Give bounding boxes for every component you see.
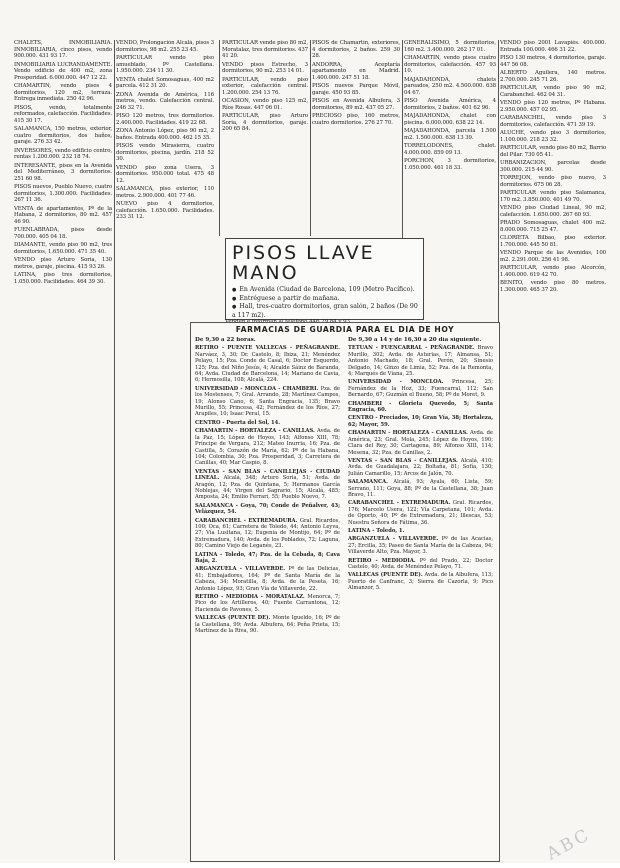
column-rule [114,40,115,860]
classified-ad: INVERSORES, vendo edificio centro, rentas 1.200.000. 232 18 74. [14,147,112,160]
district-addresses: Gral. Ricardos, 176; Marcelo Usera, 122; Vía Carpetana, 101; Avda. de Oporto, 40; Pº de Extremadura, 21; Illescas, 53; Nuestra Señora de Fátima, 36. [348,500,493,526]
district-addresses: Pza. de los Mostenses, 7; Gral. Arrando, 28; Martínez Campos, 19; Alonso Cano, 6; Santa Engracia, 135; Bravo Murillo, 55; Princesa, 42; Fernández de los Ríos, 27; Arapiles, 10; Isaac Peral, 15. [195,385,340,418]
pharmacy-district-entry [195,386,340,418]
classified-ad: PARTICULAR vendo piso amueblado, Pº Castellana. 1.950.000. 234 11 30. [116,55,214,74]
classified-ad: PISOS de Chamartín, exteriores, 4 dormitorios, 2 baños. 259 30 28. [312,40,400,59]
classified-ad: FUENLABRADA, pisos desde 700.000. 405 04 18. [14,227,112,240]
classified-ad: PARTICULAR, piso Arturo Soria, 4 dormitorios, garaje. 200 65 84. [222,113,308,132]
district-addresses: Pº de las Acacias, 27; Ercilla, 35; Paseo de Santa María de la Cabeza, 94; Villaverde Alto, Pza. Mayor, 3. [348,536,493,556]
classified-ad: VENDO Parque de las Avenidas, 100 m2. 2.291.000. 256 41 98. [500,250,606,263]
classified-ad: PARTICULAR vende piso 80 m2, Moratalaz, tres dormitorios. 437 41 20. [222,40,308,59]
classified-ad: DIAMANTE, vendo piso 90 m2, tres dormitorios, 1.650.000. 471 35 40. [14,242,112,255]
pharmacy-district-entry [348,458,493,477]
classified-ad: PISOS vendo Mirasierra, cuatro dormitorios, piscina, jardín. 218 52 30. [116,143,214,162]
classified-ad: PARTICULAR, vendo piso 90 m2, Carabanchel. 462 04 31. [500,85,606,98]
classified-ad: PARTICULAR, vendo piso Alcorcón, 1.400.000. 619 42 70. [500,265,606,278]
district-name: RETIRO - MEDIODIA. [348,557,420,564]
district-name: CARABANCHEL - EXTREMADURA. [348,500,453,507]
classified-ad: SALAMANCA, 150 metros, exterior, cuatro dormitorios, dos baños, garaje. 276 33 42. [14,126,112,145]
ad-bullet-list [226,286,423,320]
pharmacy-district-entry [195,518,340,550]
classified-ad: PARTICULAR vendo piso Salamanca, 170 m2. 3.850.000. 401 49 70. [500,190,606,203]
classified-ad: URBANIZACION, parcelas desde 300.000. 215 44 90. [500,160,606,173]
district-addresses: Alcalá, 410; Avda. de Guadalajara, 22; Boltaña, 81; Sofía, 130; Julián Camarillo, 15; Arcos de Jalón, 70. [348,457,493,477]
pharmacy-district-entry [348,401,493,414]
pharmacy-district-entry [348,558,493,571]
pisos-llave-mano-ad [225,238,424,320]
classified-ad: GENERALISIMO, 5 dormitorios, 160 m2. 3.400.000. 262 17 01. [404,40,496,53]
pharmacy-district-entry [348,479,493,498]
pharmacy-district-entry [195,345,340,383]
classified-ad: MAJADAHONDA, chalets pareados, 250 m2. 4.500.000. 638 04 67. [404,76,496,96]
column-rule [310,40,311,236]
pharmacy-district-entry [348,345,493,377]
ad-title: PISOS LLAVE MANO [232,242,375,284]
district-name: UNIVERSIDAD - MONCLOA - CHAMBERI. [195,385,321,392]
district-addresses: Avda. de la Paz, 15; López de Hoyos, 143; Alfonso XIII, 78; Príncipe de Vergara, 212; Mateo Inurria, 16; Pza. de Castilla, 5; Corazón de María, 62; Pº de la Habana, 104; Colombia, 30; Pza. Prosperidad, 3; Carretera de Canillas, 40; Mar Caspio, 8. [195,428,340,467]
pharmacy-district-entry [195,503,340,516]
district-name: VENTAS - SAN BLAS - CANILLEJAS. [348,457,461,464]
pharmacy-district-entry [195,552,340,565]
classified-ad: ALUCHE, vendo piso 3 dormitorios, 1.100.000. 218 23 32. [500,130,606,143]
classified-ad: PRADO Somosaguas, chalet 400 m2. 8.000.000. 715 25 47. [500,220,606,233]
classified-ad: VENDO piso zona Usera, 3 dormitorios. 950.000 total. 475 48 12. [116,164,214,184]
district-name: ARGANZUELA - VILLAVERDE. [348,536,442,543]
classified-ad: VENDO pisos Estrecho, 3 dormitorios, 90 m2. 253 14 01. [222,61,308,74]
district-name: LATINA - Toledo, 47; Pza. de la Cebada, 8; Cava Baja, 2. [195,551,340,564]
district-name: SALAMANCA - Goya, 70; Conde de Peñalver, 43; Velázquez, 54. [195,502,340,516]
classified-ad: PARTICULAR, vendo piso 80 m2, Barrio del Pilar. 730 05 41. [500,145,606,158]
classified-column-1 [14,40,112,860]
classified-column-4 [312,40,400,236]
district-name: VALLECAS (PUENTE DE). [348,572,425,579]
classified-ad: SALAMANCA, piso exterior, 110 metros. 2.900.000. 401 77 46. [116,186,214,199]
district-name: TETUAN - FUENCARRAL - PEÑAGRANDE. [348,345,478,352]
district-addresses: Princesa, 25; Fernández de la Hoz, 33; Fuencarral, 112; San Bernardo, 67; Guzmán el Bueno, 58; Pº de Moret, 9. [348,379,493,399]
classified-ad: LATINA, piso tres dormitorios, 1.050.000. Facilidades. 464 39 30. [14,272,112,285]
pharmacy-right-column [348,337,493,857]
district-addresses: Alcalá, 93; Ayala, 60; Lista, 59; Serrano, 111; Goya, 88; Pº de la Castellana, 38; Juan Bravo, 11. [348,479,493,498]
pharmacy-district-entry [195,615,340,634]
abc-watermark: ABC [543,824,595,865]
classified-ad: OCASION, vendo piso 125 m2, Ríos Rosas. 447 06 01. [222,98,308,111]
classified-ad: NUEVO piso 4 dormitorios, calefacción. 1.650.000. Facilidades. 233 31 12. [116,201,214,220]
pharmacy-district-entry [348,500,493,526]
pharmacy-district-entry [195,420,340,426]
pharmacy-district-entry [348,430,493,456]
pharmacy-left-intro: De 9,30 a 22 horas. [195,337,256,343]
district-name: VENTAS - SAN BLAS - CANILLEJAS - CIUDAD LINEAL. [195,468,340,482]
classified-column-2 [116,40,214,236]
classified-ad: INMOBILIARIA LUCRANDAMENTE. Vendo edificio de 400 m2, zona Prosperidad. 6.000.000. 447 12 22. [14,61,112,81]
classified-ad: ZONA Antonio López, piso 90 m2, 2 baños. Entrada 400.000. 462 15 35. [116,128,214,141]
classified-ad: PISO 120 metros, tres dormitorios. 2.400.000. Facilidades. 419 22 68. [116,113,214,126]
classified-ad: MAJADAHONDA, chalet con piscina. 6.000.000. 638 22 14. [404,113,496,126]
pharmacy-box [190,322,500,862]
pharmacy-district-entry [195,594,340,613]
classified-ad: MAJADAHONDA, parcela 1.500 m2. 1.500.000. 638 13 39. [404,128,496,141]
column-rule [402,40,403,238]
column-rule [219,40,220,236]
classified-ad: CHAMARTIN, vendo pisos 4 dormitorios, 120 m2, terraza. Entrega inmediata. 250 42 96. [14,83,112,102]
classified-ad: VENDO piso 2001 Lavapiés. 400.000. Entrada 100.000. 466 31 22. [500,40,606,53]
classified-ad: CHALETS, INMOBILIARIA. INMOBILIARIA, cinco pisos, vendo 900.000. 431 93 17. [14,40,112,59]
classified-ad: VENTA chalet Somosaguas, 400 m2 parcela. 412 31 20. [116,76,214,89]
pharmacy-district-entry [195,469,340,501]
district-name: UNIVERSIDAD - MONCLOA. [348,379,452,386]
district-addresses: Menorca, 7; Pico de los Artilleros, 40; Fuente Carrantona, 12; Hacienda de Pavones, 5. [195,594,340,613]
district-name: CENTRO - Puerta del Sol, 14. [195,419,281,426]
district-name: CHAMBERI - Glorieta Quevedo, 5; Santa Engracia, 60. [348,400,493,414]
district-name: VALLECAS (PUENTE DE). [195,615,273,622]
classified-ad: VENDO, Prolongación Alcalá, pisos 3 dormitorios, 98 m2. 255 23 45. [116,40,214,53]
district-name: CARABANCHEL - EXTREMADURA. [195,517,300,524]
classified-ad: VENDO piso Arturo Soria, 130 metros, garaje, piscina. 415 93 26. [14,257,112,270]
classified-ad: BENITO, vendo piso 80 metros. 1.300.000. 465 37 20. [500,280,606,293]
pharmacy-right-intro: De 9,30 a 14 y de 16,30 a 20 día siguiente. [348,337,482,343]
classified-ad: VENDO piso Ciudad Lineal, 90 m2, calefacción. 1.650.000. 267 60 93. [500,205,606,218]
district-name: SALAMANCA. [348,479,394,486]
district-addresses: Gral. Ricardos, 100; Oca, 61; Carretera de Toledo, 44; Antonio Leyva, 27; Vía Lusitana, 12; Eugenia de Montijo, 64; Pº de Extremadura, 140; Avda. de los Poblados, 72; Laguna, 80; Camino Viejo de Leganés, 23. [195,517,340,550]
district-name: LATINA - Toledo, 1. [348,527,405,534]
classified-ad: ZONA Avenida de América, 116 metros, vendo. Calefacción central. 246 32 71. [116,91,214,111]
district-name: ARGANZUELA - VILLAVERDE. [195,566,289,573]
classified-ad: PISOS nuevos, Pueblo Nuevo, cuatro dormitorios, 1.300.000. Facilidades. 267 11 36. [14,184,112,203]
classified-ad: CHAMARTIN, vendo pisos cuatro dormitorios, calefacción. 457 93 10. [404,55,496,74]
classified-ad: CLORIETA Bilbao, piso exterior. 1.700.000. 445 50 81. [500,235,606,248]
pharmacy-district-entry [348,572,493,591]
district-name: CHAMARTIN - HORTALEZA - CANILLAS. [195,428,318,435]
classified-ad: PARTICULAR, vendo piso exterior, calefacción central. 1.200.000. 254 13 76. [222,76,308,96]
classified-ad: PORCHON, 3 dormitorios, 1.050.000. 461 18 33. [404,158,496,171]
district-name: RETIRO - PUENTE VALLECAS - PEÑAGRANDE. [195,345,340,352]
pharmacy-district-entry [195,566,340,592]
pharmacy-title: FARMACIAS DE GUARDIA PARA EL DIA DE HOY [235,325,455,334]
classified-column-6 [500,40,606,860]
classified-ad: PRECIOSO piso, 160 metros, cuatro dormitorios. 276 27 70. [312,113,400,126]
district-addresses: Avda. de América, 23; Gral. Mola, 245; López de Hoyos, 190; Clara del Rey, 30; Cartagena, 89; Alfonso XIII, 114; Mesena, 32; Pza. de Canillas, 2. [348,430,493,456]
district-addresses: Avda. de la Albufera, 113; Puerto de Canfranc, 3; Sierra de Cazorla, 9; Pico Almanzor, 5. [348,572,493,592]
classified-ad: ANDORRA, Aceptaría apartamento en Madrid. 1.400.000. 247 51 18. [312,61,400,81]
classified-ad: PISOS, vendo, totalmente reformados, calefacción. Facilidades. 415 30 17. [14,104,112,124]
pharmacy-district-entry [348,528,493,534]
classified-ad: PISO 130 metros, 4 dormitorios, garaje. 447 56 08. [500,55,606,68]
classified-ad: CARABANCHEL, vendo piso 3 dormitorios, calefacción. 471 39 19. [500,115,606,128]
ad-bullet: ● En Avenida (Ciudad de Barcelona, 109 (Metro Pacífico). [232,286,423,295]
classified-ad: PISO Avenida América, 4 dormitorios, 2 baños. 401 62 96. [404,98,496,111]
pharmacy-district-entry [195,428,340,466]
pharmacy-left-column [195,337,340,857]
district-addresses: Pº de las Delicias, 41; Embajadores, 164; Pº de Santa María de la Cabeza, 34; Moratilla, 8; Avda. de la Peseta, 16; Antonio López, 93; Gran Vía de Villaverde, 22. [195,566,340,592]
classified-ad: TORRELODONES, chalet. 4.000.000. 859 09 13. [404,143,496,156]
district-name: CENTRO - Preciados, 10; Gran Vía, 38; Hortaleza, 62; Mayor, 59. [348,415,493,428]
classified-ad: PISOS nuevos Parque Móvil, garaje. 450 93 85. [312,83,400,96]
district-addresses: Monte Igueldo, 16; Pº de la Castellana, 99; Avda. Albufera, 64; Peña Prieta, 15; Martínez de la Riva, 90. [195,615,340,635]
classified-ad: VENTA de apartamentos, Pº de la Habana, 2 dormitorios, 80 m2. 457 46 90. [14,205,112,225]
district-addresses: Pº del Prado, 22; Doctor Castelo, 40; Avda. de Menéndez Pelayo, 71. [348,557,493,570]
district-addresses: Bravo Murillo, 302; Avda. de Asturias, 17; Almansa, 51; Antonio Machado, 18; Gral. Perón, 20; Sinesio Delgado, 14; Ginzo de Limia, 52; Pza. de la Remonta, 4; Marqués de Viana, 25. [348,345,493,378]
classified-ad: ALBERTO Aguilera, 140 metros. 2.700.000. 245 71 26. [500,70,606,83]
pharmacy-district-entry [348,415,493,428]
classified-column-3 [222,40,308,236]
district-addresses: Alcalá, 348; Arturo Soria, 51; Avda. de Aragón, 12; Pza. de Quintana, 5; Hermanos García Noblejas, 44; Virgen del Sagrario, 15; Alcalá, 485; Amposta, 24; Emilio Ferrari, 55; Pueblo Nuevo, 7. [195,475,340,501]
district-name: RETIRO - MEDIODIA - MORATALAZ. [195,594,308,601]
pharmacy-district-entry [348,536,493,555]
district-name: CHAMARTIN - HORTALEZA - CANILLAS. [348,430,471,437]
classified-ad: TORREJON, vendo piso nuevo, 3 dormitorios. 675 06 28. [500,175,606,188]
classified-ad: INTERESANTE, pisos en la Avenida del Mediterráneo, 3 dormitorios. 251 60 98. [14,162,112,182]
pharmacy-district-entry [348,379,493,398]
ad-bullet: ● Hall, tres-cuatro dormitorios, gran salón, 2 baños (De 90 a 117 m2). [232,303,423,319]
classified-ad: VENDO piso 120 metros, Pº Habana. 2.950.000. 457 02 95. [500,100,606,113]
district-addresses: Narváez, 3, 30; Dr. Castelo, 8; Ibiza, 21; Menéndez Pelayo, 15; Pza. Conde de Casal, 6; Doctor Esquerdo, 125; Pza. del Niño Jesús, 4; Alcalde Sáinz de Baranda, 64; Avda. Ciudad de Barcelona, 14; Mariano de Cavia, 6; Hermosilla, 108; Alcalá, 224. [195,351,340,384]
ad-bullet: ● Entréguese a partir de mañana. [232,295,423,304]
classified-ad: PISOS en Avenida Albufera, 3 dormitorios, 89 m2. 437 05 27. [312,98,400,111]
